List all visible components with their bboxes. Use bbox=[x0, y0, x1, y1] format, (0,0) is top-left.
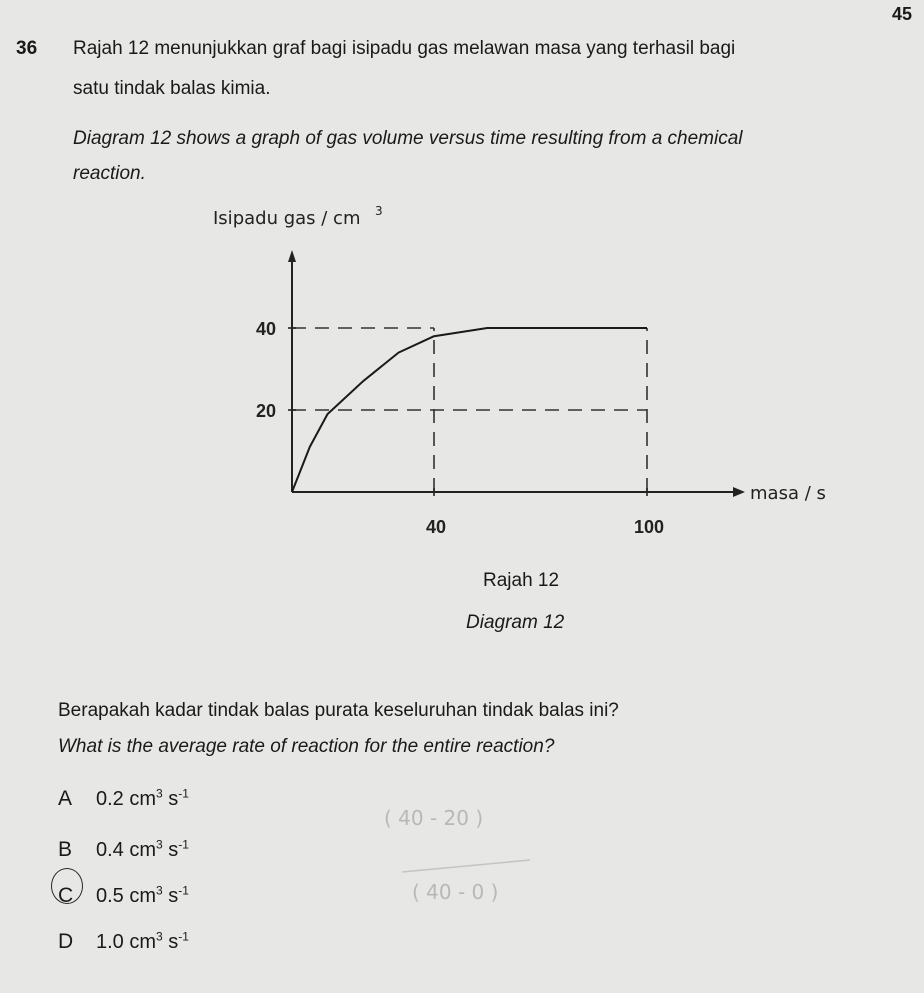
page-number: 45 bbox=[891, 4, 912, 24]
y-tick-label: 40 bbox=[255, 319, 276, 339]
ask-text-en: What is the average rate of reaction for the entire reaction? bbox=[58, 736, 555, 757]
question-number: 36 bbox=[16, 38, 38, 59]
option-letter: A bbox=[58, 787, 73, 810]
handwritten-numerator: ( 40 - 20 ) bbox=[384, 806, 484, 830]
figure-caption-ms: Rajah 12 bbox=[483, 570, 560, 591]
ask-text-ms: Berapakah kadar tindak balas purata keseluruhan tindak balas ini? bbox=[58, 700, 619, 721]
option-letter: D bbox=[58, 930, 74, 953]
option-value: 1.0 $cm^3$ $s^{-1}$ bbox=[96, 929, 189, 953]
option-value: 0.5 $cm^3$ $s^{-1}$ bbox=[96, 883, 189, 907]
option-value: 0.2 $cm^3$ $s^{-1}$ bbox=[96, 786, 189, 810]
option-letter: C bbox=[58, 884, 74, 907]
y-axis-label: Isipadu gas / cm bbox=[213, 208, 361, 229]
x-tick-label: 40 bbox=[425, 517, 447, 537]
figure-caption-en: Diagram 12 bbox=[466, 612, 565, 633]
question-text-en-line2: reaction. bbox=[73, 163, 146, 184]
question-text-ms-line2: satu tindak balas kimia. bbox=[73, 78, 271, 99]
question-text-en-line1: Diagram 12 shows a graph of gas volume versus time resulting from a chemical bbox=[73, 128, 743, 149]
option-letter: B bbox=[58, 838, 73, 861]
y-axis-label-sup: 3 bbox=[375, 204, 383, 218]
handwritten-denominator: ( 40 - 0 ) bbox=[412, 880, 499, 904]
y-tick-label: 20 bbox=[255, 401, 276, 421]
question-text-ms-line1: Rajah 12 menunjukkan graf bagi isipadu gas melawan masa yang terhasil bagi bbox=[73, 38, 736, 59]
option-value: 0.4 $cm^3$ $s^{-1}$ bbox=[96, 837, 189, 861]
x-tick-label: 100 bbox=[633, 517, 665, 537]
x-axis-label: masa / s bbox=[750, 483, 826, 504]
